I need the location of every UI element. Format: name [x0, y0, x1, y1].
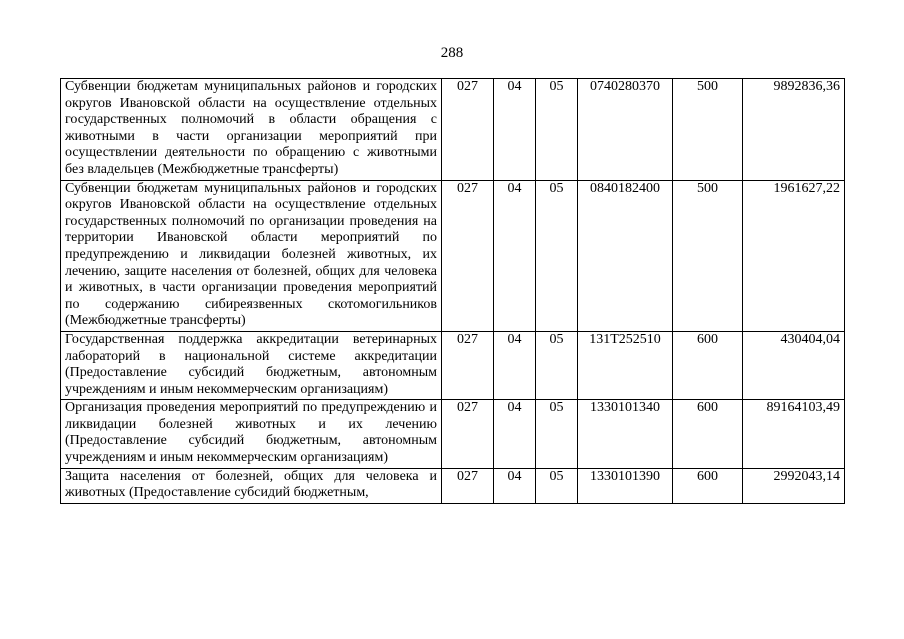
target-article-code: 1330101390 [578, 468, 673, 503]
subsection-code: 05 [536, 400, 578, 468]
expense-type-code: 500 [673, 180, 743, 331]
expense-type-code: 600 [673, 400, 743, 468]
subsection-code: 05 [536, 79, 578, 181]
section-code: 04 [494, 468, 536, 503]
table-row [61, 79, 845, 181]
expense-type-code: 600 [673, 468, 743, 503]
table-row [61, 331, 845, 399]
subsection-code: 05 [536, 180, 578, 331]
target-article-code: 0840182400 [578, 180, 673, 331]
section-code: 04 [494, 79, 536, 181]
row-description: Защита населения от болезней, общих для человека и животных (Предоставление субсидий бюджетным, [61, 468, 442, 503]
expense-type-code: 500 [673, 79, 743, 181]
ministry-code: 027 [442, 79, 494, 181]
page-number: 288 [440, 45, 464, 61]
table-row [61, 400, 845, 468]
target-article-code: 1330101340 [578, 400, 673, 468]
amount-value: 89164103,49 [743, 400, 845, 468]
ministry-code: 027 [442, 400, 494, 468]
ministry-code: 027 [442, 468, 494, 503]
row-description: Субвенции бюджетам муниципальных районов и городских округов Ивановской области на осуществление отдельных государственных полномочий в области обращения с животными в части организации мероприятий при осуществлении деятельности по обращению с животными без владельцев (Межбюджетные трансферты) [61, 79, 442, 181]
subsection-code: 05 [536, 331, 578, 399]
ministry-code: 027 [442, 331, 494, 399]
row-description: Субвенции бюджетам муниципальных районов и городских округов Ивановской области на осуществление отдельных государственных полномочий по организации проведения на территории Ивановской области мероприятий по предупреждению и ликвидации болезней животных, их лечению, защите населения от болезней, общих для человека и животных, в части организации проведения мероприятий по содержанию сибиреязвенных скотомогильников (Межбюджетные трансферты) [61, 180, 442, 331]
row-description: Организация проведения мероприятий по предупреждению и ликвидации болезней животных и их лечению (Предоставление субсидий бюджетным, автономным учреждениям и иным некоммерческим организациям) [61, 400, 442, 468]
row-description: Государственная поддержка аккредитации ветеринарных лабораторий в национальной системе аккредитации (Предоставление субсидий бюджетным, автономным учреждениям и иным некоммерческим организациям) [61, 331, 442, 399]
section-code: 04 [494, 400, 536, 468]
subsection-code: 05 [536, 468, 578, 503]
table-row [61, 180, 845, 331]
amount-value: 1961627,22 [743, 180, 845, 331]
amount-value: 2992043,14 [743, 468, 845, 503]
section-code: 04 [494, 331, 536, 399]
table-row [61, 468, 845, 503]
section-code: 04 [494, 180, 536, 331]
ministry-code: 027 [442, 180, 494, 331]
amount-value: 9892836,36 [743, 79, 845, 181]
target-article-code: 0740280370 [578, 79, 673, 181]
budget-table [60, 78, 845, 504]
amount-value: 430404,04 [743, 331, 845, 399]
expense-type-code: 600 [673, 331, 743, 399]
target-article-code: 131Т252510 [578, 331, 673, 399]
